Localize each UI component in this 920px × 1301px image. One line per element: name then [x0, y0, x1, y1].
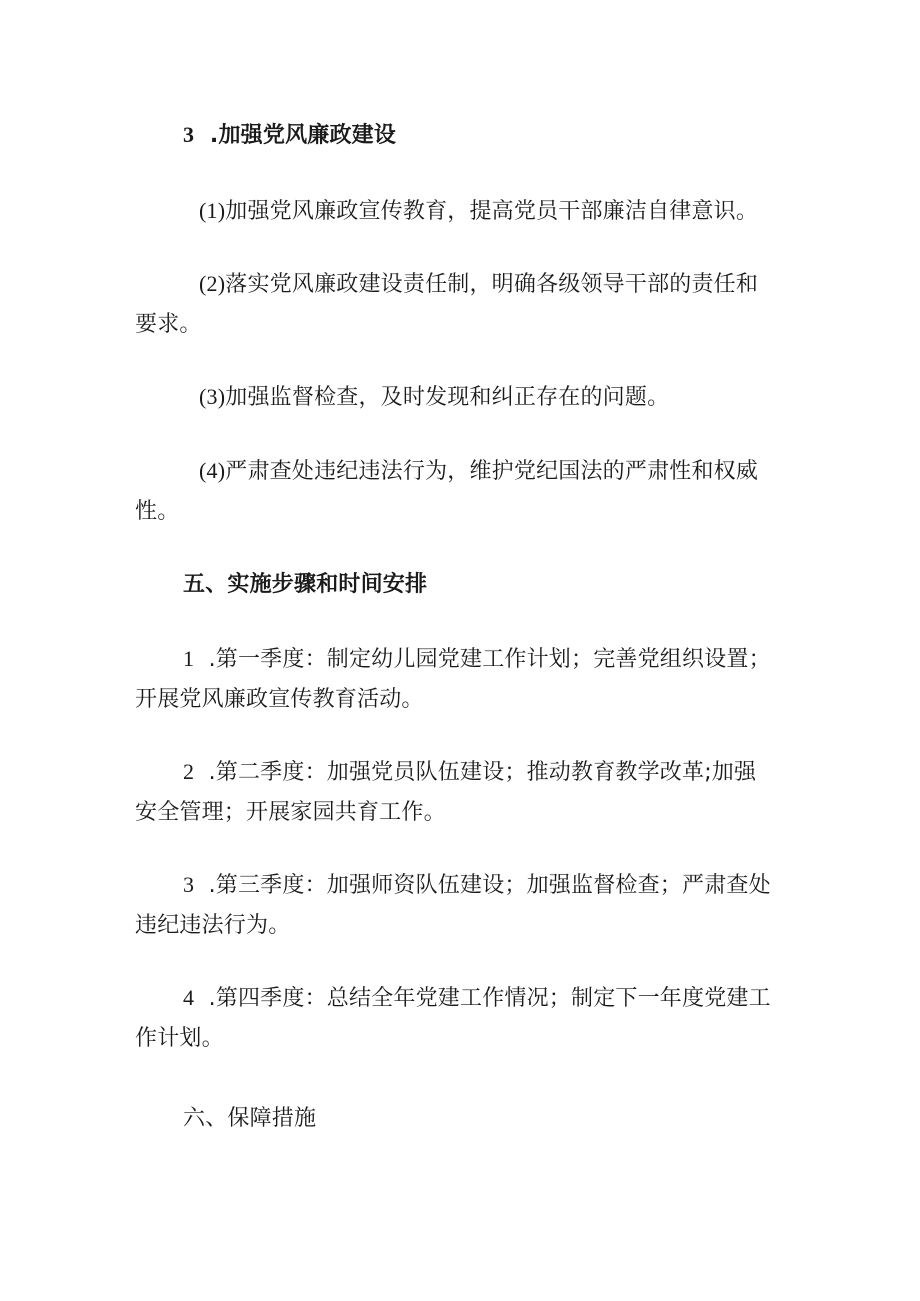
- list-item-continuation: 要求。: [135, 312, 202, 337]
- item-text: .第四季度：总结全年党建工作情况；制定下一年度党建工: [208, 986, 771, 1011]
- list-item: [199, 382, 669, 413]
- item-text: 严肃查处违纪违法行为，维护党纪国法的严肃性和权威: [225, 459, 759, 484]
- item-text: .第二季度：加强党员队伍建设；推动教育教学改革;加强: [208, 760, 757, 785]
- section-title: .加强党风廉政建设: [209, 123, 397, 148]
- list-item: [199, 456, 758, 487]
- item-number: 3: [183, 872, 195, 897]
- item-number: 2: [183, 759, 195, 784]
- list-item: [183, 644, 771, 675]
- list-item: [183, 757, 756, 788]
- item-text: .第一季度：制定幼儿园党建工作计划；完善党组织设置；: [208, 647, 771, 672]
- section-heading: 五、实施步骤和时间安排: [183, 572, 428, 597]
- list-item-continuation: 安全管理；开展家园共育工作。: [135, 800, 446, 825]
- list-item: [199, 196, 758, 227]
- section-heading: [183, 120, 396, 151]
- item-text: 落实党风廉政建设责任制，明确各级领导干部的责任和: [225, 272, 759, 297]
- section-heading: 六、保障措施: [183, 1106, 317, 1131]
- section-number: 3: [183, 122, 195, 147]
- list-item: [183, 870, 771, 901]
- item-number: 1: [183, 646, 195, 671]
- item-number: (2): [199, 271, 226, 296]
- list-item-continuation: 性。: [135, 499, 180, 524]
- list-item: [199, 269, 758, 300]
- item-text: .第三季度：加强师资队伍建设；加强监督检查；严肃查处: [208, 873, 771, 898]
- item-number: (4): [199, 458, 226, 483]
- list-item-continuation: 作计划。: [135, 1026, 224, 1051]
- item-number: 4: [183, 985, 195, 1010]
- list-item: [183, 983, 771, 1014]
- item-text: 加强监督检查，及时发现和纠正存在的问题。: [225, 385, 670, 410]
- list-item-continuation: 违纪违法行为。: [135, 913, 291, 938]
- item-number: (1): [199, 198, 226, 223]
- list-item-continuation: 开展党风廉政宣传教育活动。: [135, 687, 424, 712]
- item-text: 加强党风廉政宣传教育，提高党员干部廉洁自律意识。: [225, 199, 759, 224]
- item-number: (3): [199, 384, 226, 409]
